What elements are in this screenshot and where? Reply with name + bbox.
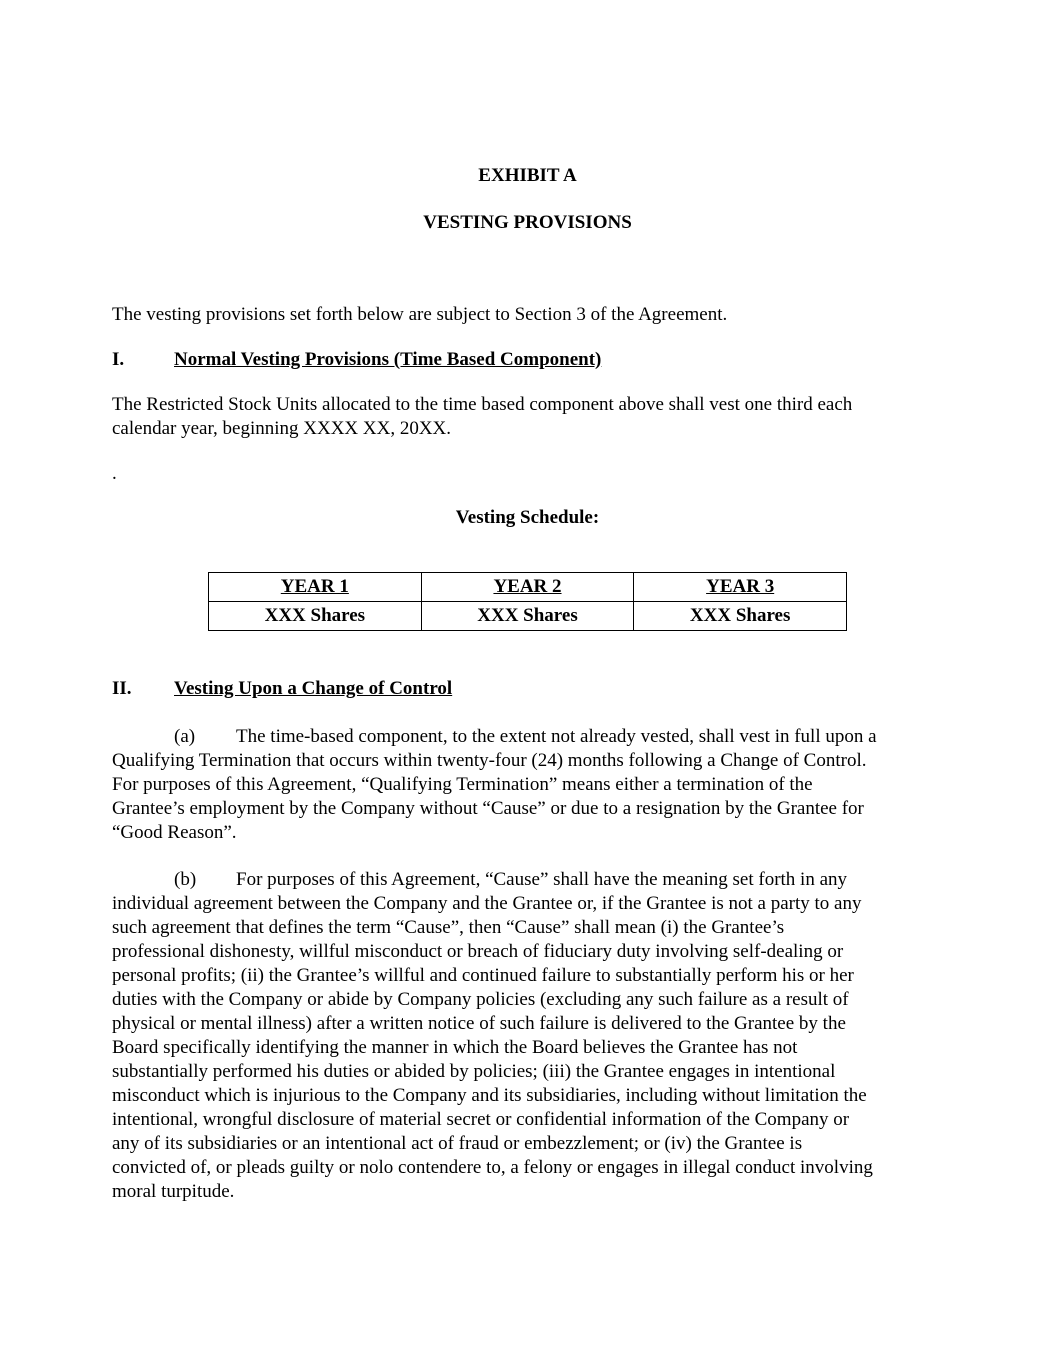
paragraph-b-line: intentional, wrongful disclosure of material secret or confidential information of the Company or [112,1109,850,1130]
schedule-header-cell: YEAR 2 [421,573,634,602]
paragraph-b-line: physical or mental illness) after a written notice of such failure is delivered to the Grantee by the [112,1013,846,1034]
paragraph-b-line: misconduct which is injurious to the Company and its subsidiaries, including without limitation the [112,1085,867,1106]
vesting-schedule-table [208,572,847,631]
section-1-body-line-2: calendar year, beginning XXXX XX, 20XX. [112,418,452,439]
paragraph-a-line: “Good Reason”. [112,822,237,843]
paragraph-b-label: (b) [174,869,197,890]
schedule-value-row [209,602,847,631]
schedule-value-cell: XXX Shares [209,602,422,631]
schedule-title: Vesting Schedule: [455,507,600,528]
section-2-number: II. [112,678,132,699]
exhibit-title: EXHIBIT A [478,165,577,186]
paragraph-b-line: duties with the Company or abide by Company policies (excluding any such failure as a result of [112,989,849,1010]
intro-paragraph: The vesting provisions set forth below are subject to Section 3 of the Agreement. [112,304,728,325]
paragraph-a-line: (a) The time-based component, to the extent not already vested, shall vest in full upon a [174,726,877,747]
stray-dot: . [112,463,117,484]
paragraph-b-line: Board specifically identifying the manner in which the Board believes the Grantee has not [112,1037,798,1058]
schedule-header-row [209,573,847,602]
paragraph-b-line: professional dishonesty, willful misconduct or breach of fiduciary duty involving self-dealing or [112,941,844,962]
section-title: VESTING PROVISIONS [423,212,632,233]
schedule-header-cell: YEAR 1 [209,573,422,602]
paragraph-b-line: individual agreement between the Company and the Grantee or, if the Grantee is not a party to any [112,893,862,914]
section-1-number: I. [112,349,125,370]
paragraph-a [112,725,943,845]
section-1-body-line-1: The Restricted Stock Units allocated to the time based component above shall vest one third each [112,394,853,415]
paragraph-b-line: any of its subsidiaries or an intentional act of fraud or embezzlement; or (iv) the Grantee is [112,1133,803,1154]
paragraph-b-line: (b) For purposes of this Agreement, “Cause” shall have the meaning set forth in any [174,869,848,890]
paragraph-b-line: substantially performed his duties or abided by policies; (iii) the Grantee engages in intentional [112,1061,836,1082]
schedule-value-cell: XXX Shares [634,602,847,631]
paragraph-b [112,868,943,1204]
paragraph-b-line: such agreement that defines the term “Cause”, then “Cause” shall mean (i) the Grantee’s [112,917,785,938]
section-1-title: Normal Vesting Provisions (Time Based Component) [174,349,602,370]
schedule-value-cell: XXX Shares [421,602,634,631]
schedule-header-cell: YEAR 3 [634,573,847,602]
section-2-title: Vesting Upon a Change of Control [174,678,453,699]
paragraph-b-line: personal profits; (ii) the Grantee’s willful and continued failure to substantially perform his or her [112,965,854,986]
section-2-heading [112,677,452,701]
paragraph-a-line: Grantee’s employment by the Company without “Cause” or due to a resignation by the Grantee for [112,798,864,819]
paragraph-b-line: moral turpitude. [112,1181,235,1202]
paragraph-b-line: convicted of, or pleads guilty or nolo contendere to, a felony or engages in illegal conduct involving [112,1157,873,1178]
paragraph-a-label: (a) [174,726,196,747]
paragraph-a-line: For purposes of this Agreement, “Qualifying Termination” means either a termination of the [112,774,813,795]
section-1-heading [112,348,601,372]
paragraph-a-line: Qualifying Termination that occurs within twenty-four (24) months following a Change of Control. [112,750,867,771]
